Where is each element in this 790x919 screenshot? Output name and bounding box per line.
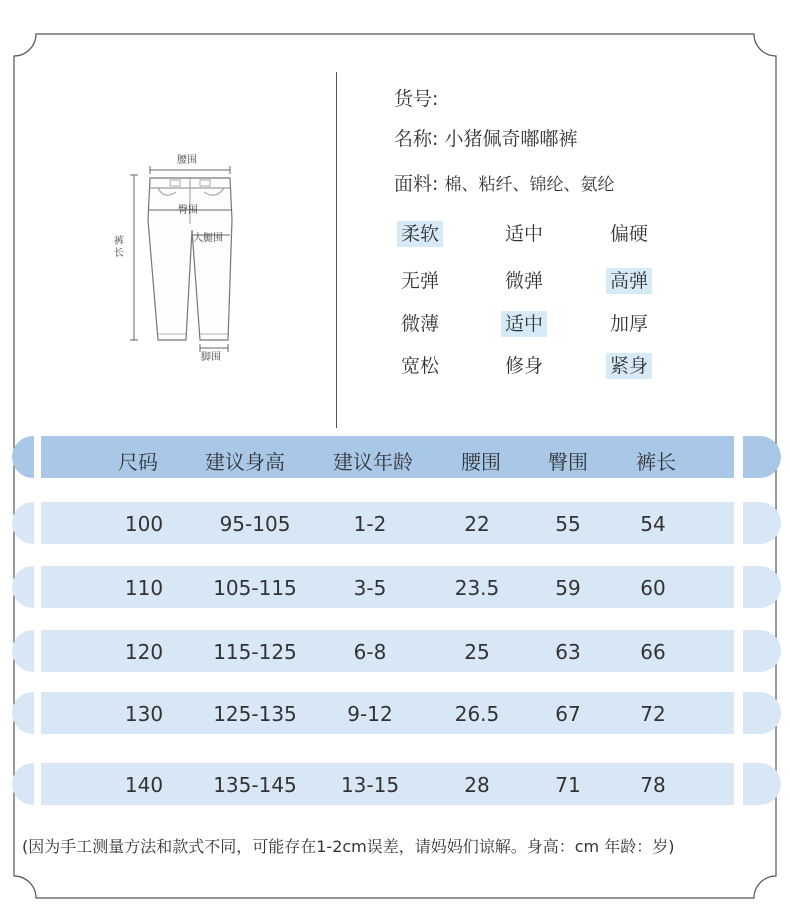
header-hip: 臀围 [548, 450, 588, 474]
cell-hip: 71 [555, 773, 581, 797]
cell-hip: 55 [555, 512, 581, 536]
diagram-label-waist: 腰围 [177, 155, 197, 166]
diagram-label-hip: 臀围 [178, 205, 198, 216]
cell-hip: 63 [555, 640, 581, 664]
attr-medium-thickness: 适中 [501, 311, 547, 337]
diagram-label-hem: 脚围 [201, 352, 221, 363]
attr-slight-stretch: 微弹 [505, 270, 544, 292]
footer-note: (因为手工测量方法和款式不同，可能存在1-2cm误差，请妈妈们谅解。身高：cm 年龄：岁) [22, 837, 675, 856]
cell-waist: 25 [464, 640, 490, 664]
cell-length: 78 [640, 773, 666, 797]
attr-tight: 紧身 [606, 353, 652, 379]
cell-length: 54 [640, 512, 666, 536]
divider-line [336, 72, 337, 428]
cell-height: 135-145 [213, 773, 297, 797]
attr-no-stretch: 无弹 [401, 270, 440, 292]
cell-age: 9-12 [347, 702, 393, 726]
cell-height: 125-135 [213, 702, 297, 726]
fabric-row [394, 169, 614, 196]
attr-high-stretch: 高弹 [606, 268, 652, 294]
cell-size: 130 [124, 702, 164, 726]
attr-loose: 宽松 [401, 355, 440, 377]
attr-thick: 加厚 [610, 313, 649, 335]
attr-soft: 柔软 [397, 221, 443, 247]
cell-length: 66 [640, 640, 666, 664]
cell-length: 60 [640, 576, 666, 600]
header-size: 尺码 [118, 450, 158, 474]
product-name: 名称: 小猪佩奇嘟嘟裤 [394, 128, 578, 150]
header-waist: 腰围 [461, 450, 501, 474]
cell-age: 1-2 [353, 512, 387, 536]
cell-waist: 26.5 [454, 702, 500, 726]
attr-medium: 适中 [505, 223, 544, 245]
header-age: 建议年龄 [333, 450, 413, 474]
cell-waist: 23.5 [454, 576, 500, 600]
cell-height: 115-125 [213, 640, 297, 664]
cell-size: 100 [124, 512, 164, 536]
attr-stiff: 偏硬 [610, 223, 649, 245]
cell-hip: 67 [555, 702, 581, 726]
cell-age: 3-5 [353, 576, 387, 600]
diagram-label-length: 裤长 [114, 236, 124, 259]
fabric-label: 面料: [394, 173, 439, 195]
item-number: 货号: [394, 88, 439, 110]
cell-height: 105-115 [213, 576, 297, 600]
cell-hip: 59 [555, 576, 581, 600]
cell-length: 72 [640, 702, 666, 726]
cell-size: 110 [124, 576, 164, 600]
attr-slim: 修身 [505, 355, 544, 377]
cell-height: 95-105 [219, 512, 291, 536]
cell-waist: 22 [464, 512, 490, 536]
diagram-label-thigh: 大腿围 [193, 233, 223, 244]
cell-waist: 28 [464, 773, 490, 797]
cell-size: 120 [124, 640, 164, 664]
cell-age: 6-8 [353, 640, 387, 664]
attr-thin: 微薄 [401, 313, 440, 335]
fabric-value: 棉、粘纤、锦纶、氨纶 [444, 175, 615, 195]
cell-size: 140 [124, 773, 164, 797]
header-height: 建议身高 [205, 450, 285, 474]
pants-measurement-diagram [100, 140, 240, 370]
cell-age: 13-15 [340, 773, 400, 797]
header-length: 裤长 [636, 450, 676, 474]
